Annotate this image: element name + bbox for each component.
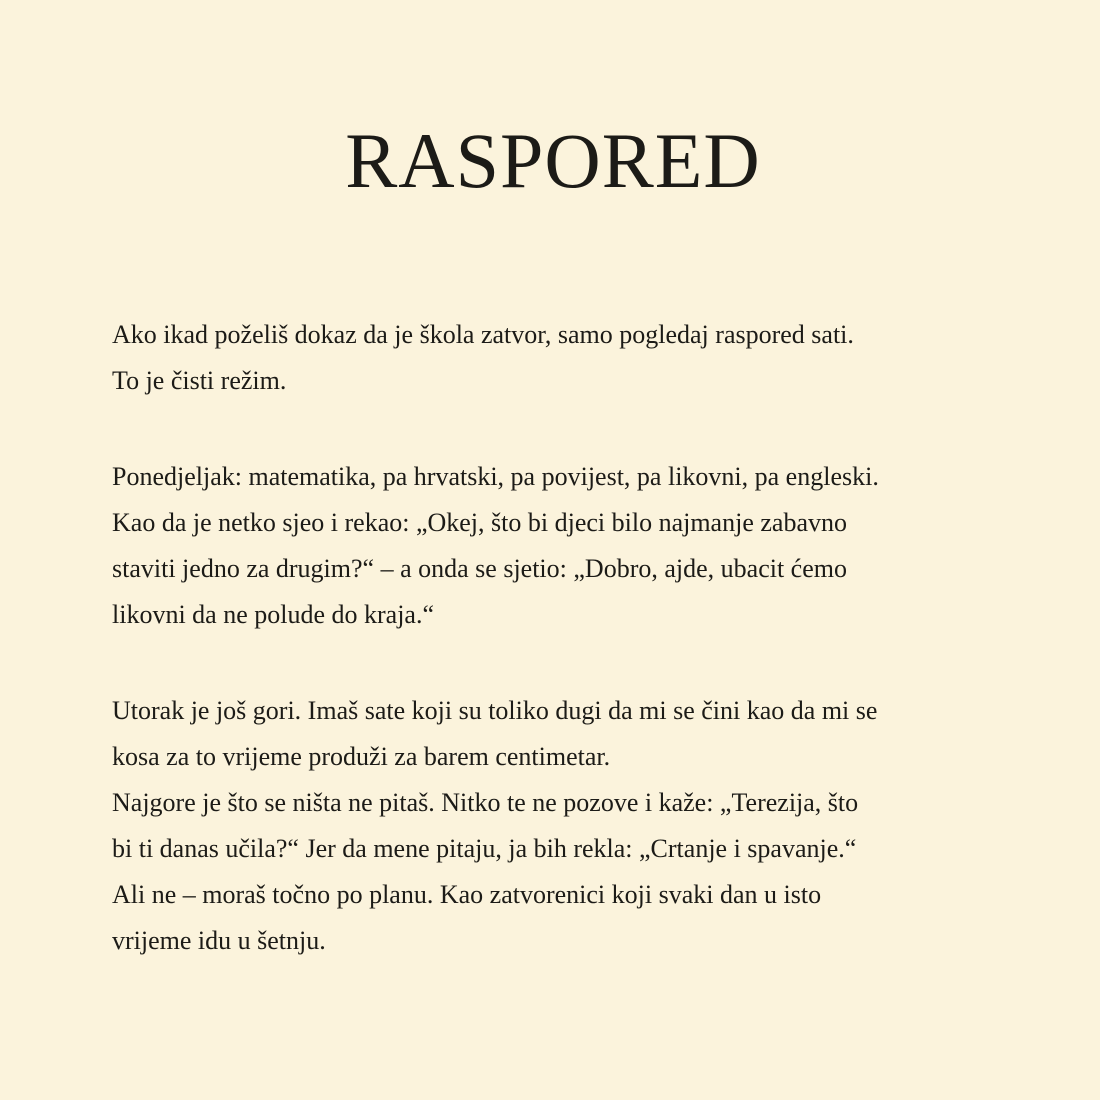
text-line: staviti jedno za drugim?“ – a onda se sjetio: „Dobro, ajde, ubacit ćemo (112, 554, 847, 583)
text-line: likovni da ne polude do kraja.“ (112, 600, 435, 629)
paragraph-tuesday (112, 688, 994, 780)
text-line: Najgore je što se ništa ne pitaš. Nitko te ne pozove i kaže: „Terezija, što (112, 788, 859, 817)
page-title: RASPORED (345, 117, 761, 204)
paragraph-complaint (112, 780, 994, 964)
text-line: Ako ikad poželiš dokaz da je škola zatvor, samo pogledaj raspored sati. (112, 320, 854, 349)
text-line: To je čisti režim. (112, 366, 287, 395)
body-text (112, 312, 994, 964)
text-line: bi ti danas učila?“ Jer da mene pitaju, ja bih rekla: „Crtanje i spavanje.“ (112, 834, 857, 863)
text-line: Utorak je još gori. Imaš sate koji su toliko dugi da mi se čini kao da mi se (112, 696, 878, 725)
paragraph-monday (112, 454, 994, 638)
text-line: Ponedjeljak: matematika, pa hrvatski, pa povijest, pa likovni, pa engleski. (112, 462, 879, 491)
text-line: Kao da je netko sjeo i rekao: „Okej, što bi djeci bilo najmanje zabavno (112, 508, 847, 537)
text-line: vrijeme idu u šetnju. (112, 926, 326, 955)
paragraph-intro (112, 312, 994, 404)
text-line: Ali ne – moraš točno po planu. Kao zatvorenici koji svaki dan u isto (112, 880, 822, 909)
text-line: kosa za to vrijeme produži za barem centimetar. (112, 742, 611, 771)
